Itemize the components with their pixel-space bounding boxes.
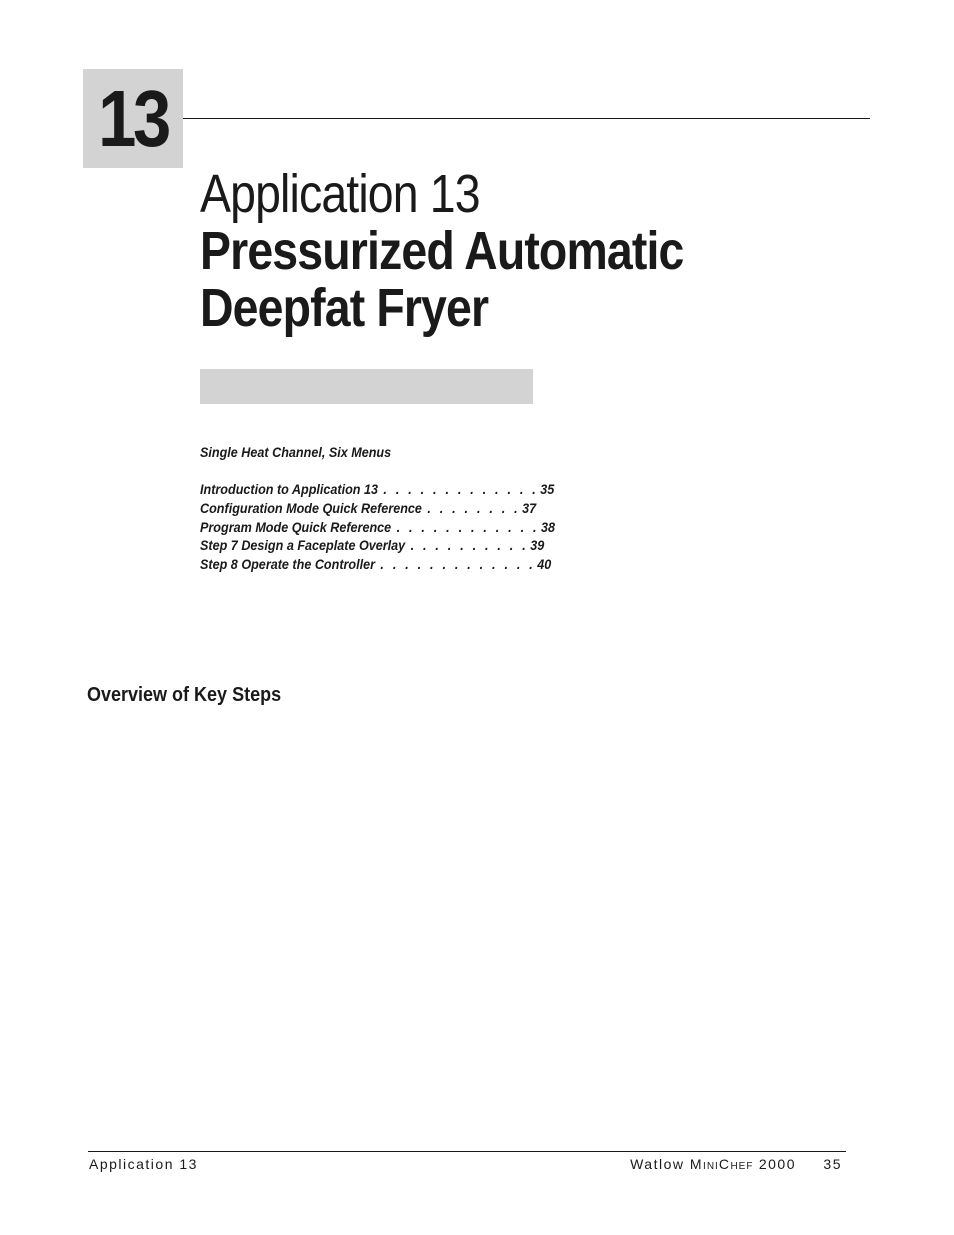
toc-entry-label: Program Mode Quick Reference xyxy=(200,518,392,535)
toc-entry[interactable] xyxy=(200,499,535,518)
toc-entry[interactable] xyxy=(200,536,545,555)
footer-brand-prefix: Watlow M xyxy=(630,1156,704,1172)
toc-entry-leader: . . . . . . . . xyxy=(427,499,521,516)
title-line-main-2: Deepfat Fryer xyxy=(200,278,489,338)
header-rule xyxy=(183,118,870,119)
section-heading: Overview of Key Steps xyxy=(87,684,282,706)
toc-entry-leader: . . . . . . . . . . . . . xyxy=(380,556,536,573)
toc-entry-leader: . . . . . . . . . . xyxy=(410,537,529,554)
toc-entry-label: Introduction to Application 13 xyxy=(200,481,379,497)
footer-page-number: 35 xyxy=(823,1156,842,1172)
footer-brand-suffix: 2000 xyxy=(753,1156,796,1172)
footer-brand-mid: C xyxy=(718,1156,731,1172)
toc-entry-page: 38 xyxy=(540,518,556,535)
title-line-main-1: Pressurized Automatic xyxy=(200,221,684,281)
toc-entry-page: 39 xyxy=(530,537,545,554)
toc-entry-label: Step 7 Design a Faceplate Overlay xyxy=(200,537,406,554)
chapter-number-box xyxy=(83,69,183,168)
footer-brand-smallcaps-2: HEF xyxy=(730,1161,754,1172)
toc-entry[interactable] xyxy=(200,480,555,499)
toc-entry-page: 35 xyxy=(540,481,555,497)
footer-rule xyxy=(88,1151,846,1152)
footer-product-name xyxy=(630,1155,796,1176)
toc-entry-leader: . . . . . . . . . . . . xyxy=(396,518,540,535)
toc-entry-label: Configuration Mode Quick Reference xyxy=(200,499,422,516)
toc-entry-leader: . . . . . . . . . . . . . xyxy=(383,481,539,497)
chapter-title xyxy=(200,166,762,337)
table-of-contents xyxy=(200,480,556,574)
toc-entry[interactable] xyxy=(200,518,556,537)
gray-divider-bar xyxy=(200,369,533,404)
chapter-subtitle: Single Heat Channel, Six Menus xyxy=(200,444,392,460)
footer-chapter-label: Application 13 xyxy=(89,1156,198,1172)
toc-entry-label: Step 8 Operate the Controller xyxy=(200,556,376,573)
chapter-number: 13 xyxy=(98,74,168,163)
footer-brand-smallcaps-1: INI xyxy=(703,1161,719,1172)
toc-entry-page: 40 xyxy=(537,556,552,573)
title-line-application: Application 13 xyxy=(200,164,480,224)
toc-entry[interactable] xyxy=(200,555,552,574)
toc-entry-page: 37 xyxy=(522,499,537,516)
